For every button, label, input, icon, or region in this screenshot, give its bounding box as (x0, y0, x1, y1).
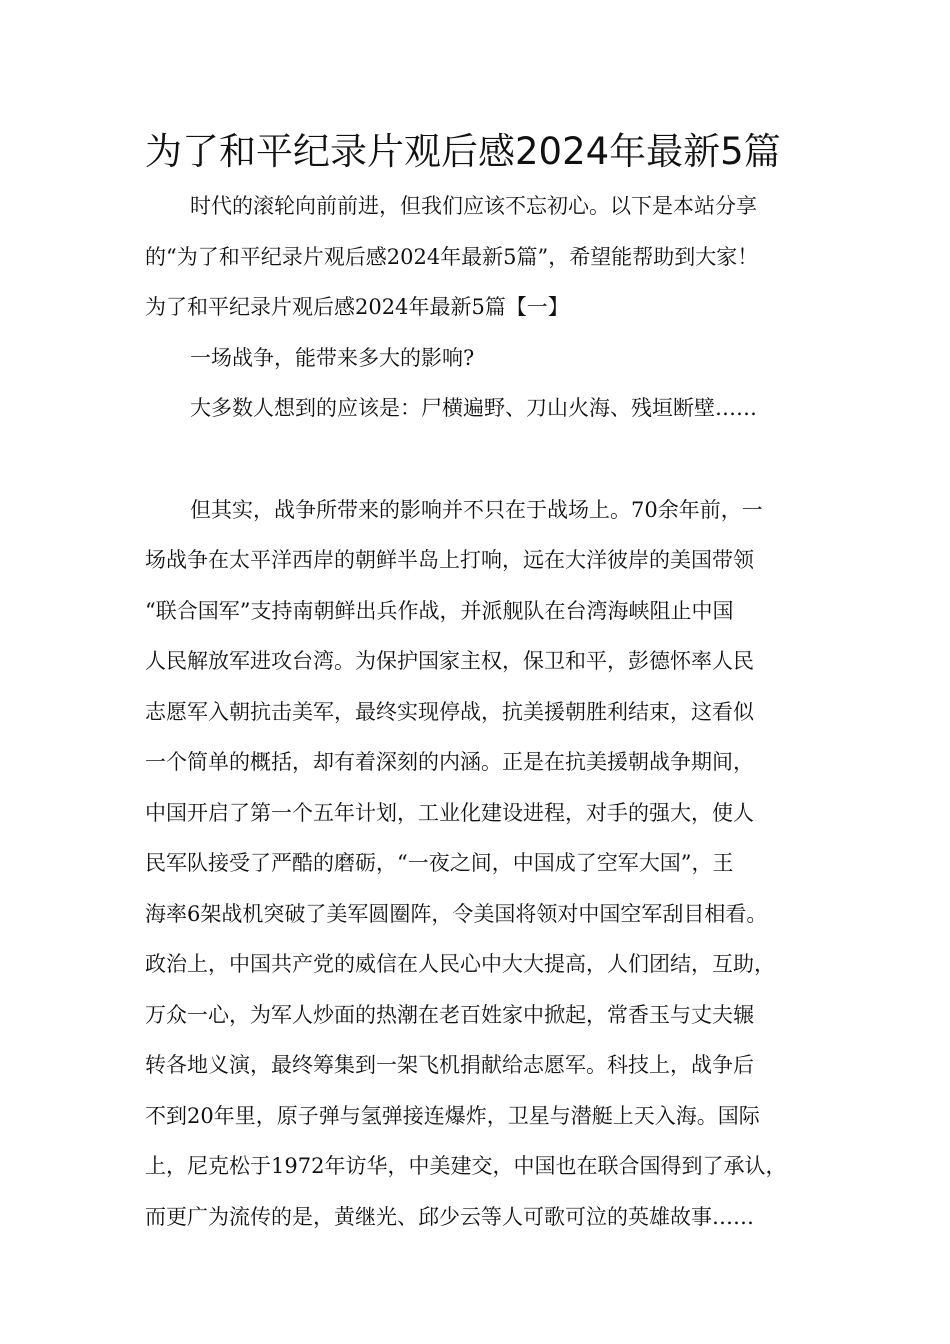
body-line: “联合国军”支持南朝鲜出兵作战，并派舰队在台湾海峡阻止中国 (145, 598, 734, 623)
body-line: 民军队接受了严酷的磨砺，“一夜之间，中国成了空军大国”，王 (145, 851, 734, 875)
body-line: 场战争在太平洋西岸的朝鲜半岛上打响，远在大洋彼岸的美国带领 (145, 548, 754, 572)
intro-line: 时代的滚轮向前前进，但我们应该不忘初心。以下是本站分享 (190, 194, 757, 218)
body-line: 但其实，战争所带来的影响并不只在于战场上。70余年前，一 (190, 497, 763, 522)
intro-line: 的“为了和平纪录片观后感2024年最新5篇”，希望能帮助到大家！ (145, 244, 759, 269)
body-line: 而更广为流传的是，黄继光、邱少云等人可歌可泣的英雄故事…… (145, 1204, 754, 1229)
body-line: 中国开启了第一个五年计划，工业化建设进程，对手的强大，使人 (145, 800, 754, 825)
paragraph-gap (145, 434, 820, 485)
body-line: 上，尼克松于1972年访华，中美建交，中国也在联合国得到了承认， (145, 1154, 787, 1178)
common-answer-line: 大多数人想到的应该是：尸横遍野、刀山火海、残垣断壁…… (190, 396, 757, 420)
document-body (145, 181, 820, 1242)
body-line: 不到20年里，原子弹与氢弹接连爆炸，卫星与潜艇上天入海。国际 (145, 1103, 760, 1128)
question-line: 一场战争，能带来多大的影响? (190, 345, 475, 370)
body-line: 志愿军入朝抗击美军，最终实现停战，抗美援朝胜利结束，这看似 (145, 699, 754, 724)
body-line: 一个简单的概括，却有着深刻的内涵。正是在抗美援朝战争期间， (145, 750, 754, 774)
document-title: 为了和平纪录片观后感2024年最新5篇 (145, 130, 781, 173)
body-line: 人民解放军进攻台湾。为保护国家主权，保卫和平，彭德怀率人民 (145, 649, 754, 673)
body-line: 转各地义演，最终筹集到一架飞机捐献给志愿军。科技上，战争后 (145, 1053, 754, 1077)
body-line: 政治上，中国共产党的威信在人民心中大大提高，人们团结，互助， (145, 952, 775, 976)
body-line: 万众一心，为军人炒面的热潮在老百姓家中掀起，常香玉与丈夫辗 (145, 1002, 754, 1027)
section-heading: 为了和平纪录片观后感2024年最新5篇【一】 (145, 295, 569, 319)
body-line: 海率6架战机突破了美军圆圈阵，令美国将领对中国空军刮目相看。 (145, 901, 768, 926)
